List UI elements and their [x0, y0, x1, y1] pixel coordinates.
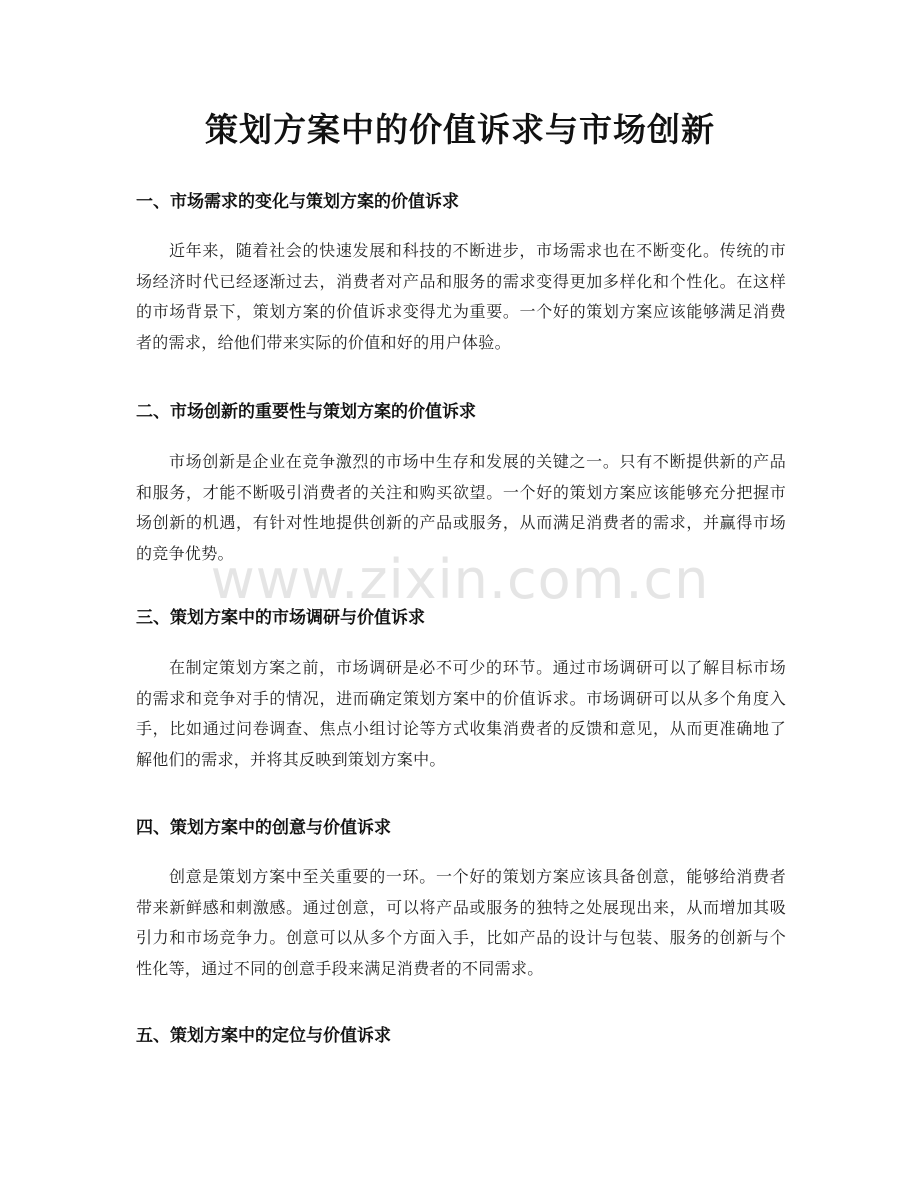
section-5-heading: 五、策划方案中的定位与价值诉求	[136, 1026, 391, 1046]
document-title: 策划方案中的价值诉求与市场创新	[205, 110, 715, 149]
section-2-heading: 二、市场创新的重要性与策划方案的价值诉求	[136, 402, 476, 422]
watermark-text: www.zixin.com.cn	[210, 548, 710, 611]
section-1-paragraph: 近年来，随着社会的快速发展和科技的不断进步，市场需求也在不断变化。传统的市场经济时代已经逐渐过去，消费者对产品和服务的需求变得更加多样化和个性化。在这样的市场背景下，策划方案的价值诉求变得尤为重要。一个好的策划方案应该能够满足消费者的需求，给他们带来实际的价值和好的用户体验。	[136, 241, 786, 352]
section-3-paragraph: 在制定策划方案之前，市场调研是必不可少的环节。通过市场调研可以了解目标市场的需求和竞争对手的情况，进而确定策划方案中的价值诉求。市场调研可以从多个角度入手，比如通过问卷调查、焦点小组讨论等方式收集消费者的反馈和意见，从而更准确地了解他们的需求，并将其反映到策划方案中。	[136, 658, 786, 769]
section-1-heading: 一、市场需求的变化与策划方案的价值诉求	[136, 192, 459, 212]
section-2-paragraph: 市场创新是企业在竞争激烈的市场中生存和发展的关键之一。只有不断提供新的产品和服务，才能不断吸引消费者的关注和购买欲望。一个好的策划方案应该能够充分把握市场创新的机遇，有针对性地提供创新的产品或服务，从而满足消费者的需求，并赢得市场的竞争优势。	[136, 452, 786, 563]
section-4-heading: 四、策划方案中的创意与价值诉求	[136, 818, 391, 838]
section-4-paragraph: 创意是策划方案中至关重要的一环。一个好的策划方案应该具备创意，能够给消费者带来新鲜感和刺激感。通过创意，可以将产品或服务的独特之处展现出来，从而增加其吸引力和市场竞争力。创意可以从多个方面入手，比如产品的设计与包装、服务的创新与个性化等，通过不同的创意手段来满足消费者的不同需求。	[136, 867, 786, 978]
section-3-heading: 三、策划方案中的市场调研与价值诉求	[136, 608, 425, 628]
